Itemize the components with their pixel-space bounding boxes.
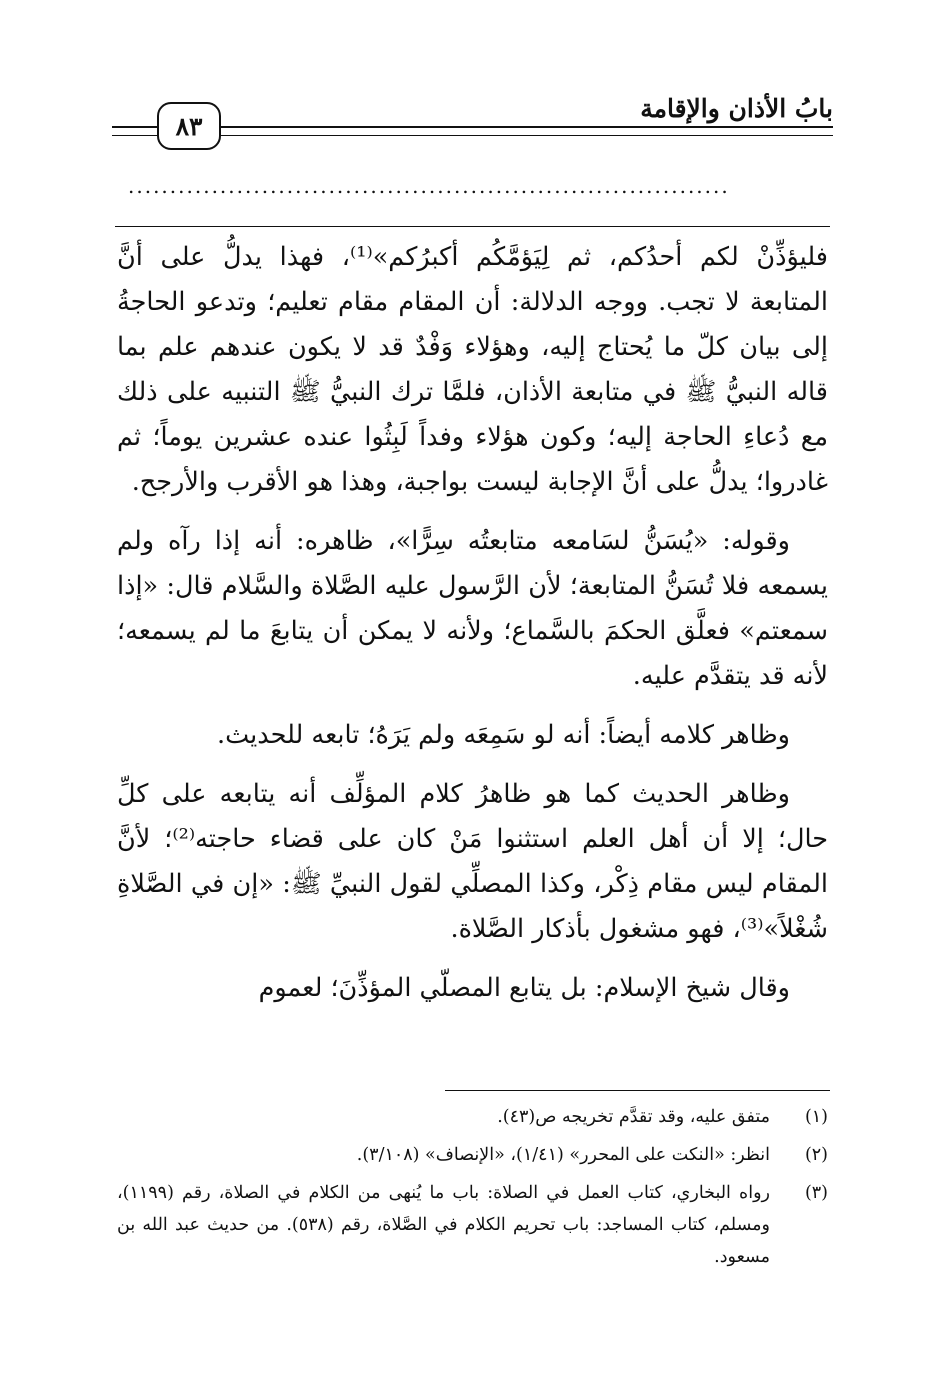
footnote-text: رواه البخاري، كتاب العمل في الصلاة: باب ما يُنهى من الكلام في الصلاة، رقم (١١٩٩)، ومسلم، كتاب المساجد: باب تحريم الكلام في الصَّلاة، رقم (٥٣٨). من حديث عبد الله بن مسعود. — [117, 1183, 771, 1267]
footnote-item — [117, 1139, 828, 1171]
dotted-separator: ........................................................................ — [128, 176, 730, 196]
footnote-rule — [445, 1090, 830, 1091]
paragraph: وقال شيخ الإسلام: بل يتابع المصلّي المؤذِّنَ؛ لعموم — [258, 973, 790, 1003]
footnotes — [117, 1101, 828, 1279]
footnote-number: (٢) — [804, 1145, 828, 1165]
chapter-title: بابُ الأذان والإقامة — [640, 94, 833, 123]
footnote-number: (٣) — [804, 1183, 828, 1203]
footnote-text: متفق عليه، وقد تقدَّم تخريجه ص(٤٣). — [497, 1107, 770, 1127]
page-number: ٨٣ — [157, 102, 221, 150]
paragraph: وظاهر الحديث كما هو ظاهرُ كلام المؤلِّف أنه يتابعه على كلِّ حال؛ إلا أن أهل العلم استثنوا مَنْ كان على قضاء حاجته⁽²⁾؛ لأنَّ المقام ليس مقام ذِكْر، وكذا المصلِّي لقول النبيِّ ﷺ: «إن في الصَّلاةِ شُغْلاً»⁽³⁾، فهو مشغول بأذكار الصَّلاة. — [117, 779, 828, 944]
footnote-item — [117, 1177, 828, 1273]
footnote-text: انظر: «النكت على المحرر» (١/٤١)، «الإنصاف» (٣/١٠٨). — [356, 1145, 770, 1165]
paragraph: فليؤذِّنْ لكم أحدُكم، ثم لِيَؤمَّكُم أكبرُكم»⁽¹⁾، فهذا يدلُّ على أنَّ المتابعة لا تجب. ووجه الدلالة: أن المقام مقام تعليم؛ وتدعو الحاجةُ إلى بيان كلّ ما يُحتاج إليه، وهؤلاء وَفْدٌ قد لا يكون عندهم علم بما قاله النبيُّ ﷺ في متابعة الأذان، فلمَّا ترك النبيُّ ﷺ التنبيه على ذلك مع دُعاءِ الحاجة إليه؛ وكون هؤلاء وفداً لَبِثُوا عنده عشرين يوماً؛ ثم غادروا؛ يدلُّ على أنَّ الإجابة ليست بواجبة، وهذا هو الأقرب والأرجح. — [117, 242, 829, 497]
text-top-rule — [115, 226, 830, 227]
paragraph: وظاهر كلامه أيضاً: أنه لو سَمِعَه ولم يَرَهُ؛ تابعه للحديث. — [217, 720, 790, 750]
footnote-number: (١) — [804, 1107, 828, 1127]
paragraph: وقوله: «يُسَنُّ لسَامعه متابعتُه سِرًّا»، ظاهره: أنه إذا رآه ولم يسمعه فلا تُسَنُّ المتابعة؛ لأن الرَّسول عليه الصَّلاة والسَّلام قال: «إذا سمعتم» فعلَّق الحكمَ بالسَّماع؛ ولأنه لا يمكن أن يتابعَ ما لم يسمعه؛ لأنه قد يتقدَّم عليه. — [117, 526, 828, 691]
main-text — [117, 235, 828, 1011]
footnote-item — [117, 1101, 828, 1133]
